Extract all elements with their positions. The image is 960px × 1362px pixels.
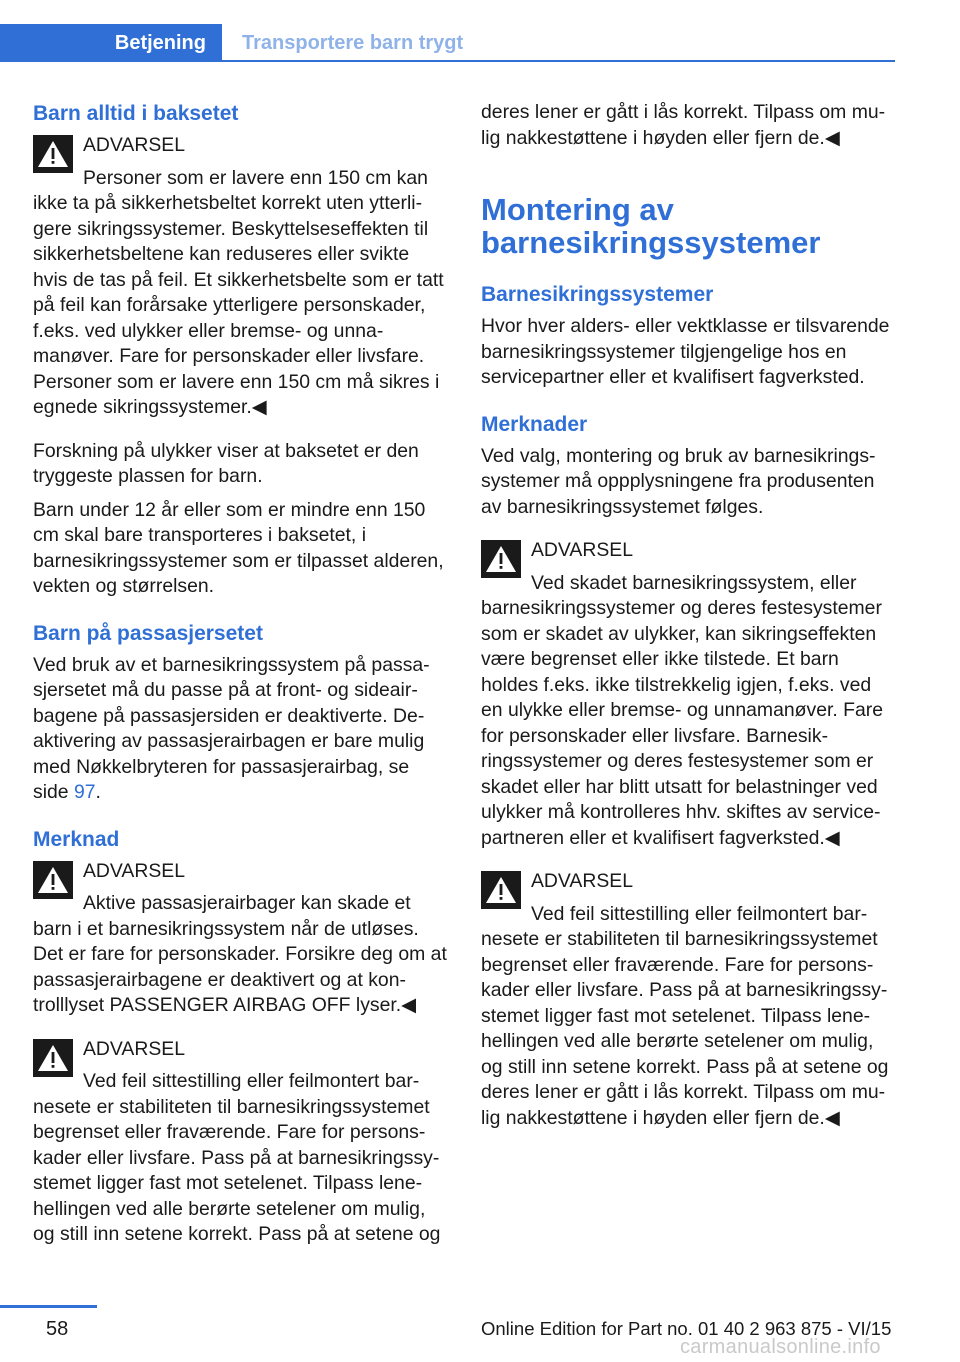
warning-block-2	[33, 859, 449, 1019]
warning-triangle-icon	[481, 871, 521, 909]
warning-label: ADVARSEL	[83, 1037, 186, 1060]
heading-barn-alltid-i-baksetet: Barn alltid i baksetet	[33, 102, 239, 125]
warning-block-1	[33, 133, 449, 421]
page-link-97[interactable]: 97	[73, 781, 96, 803]
warning-triangle-icon	[481, 540, 521, 578]
paragraph-forskning: Forskning på ulykker viser at baksetet er den tryggeste plassen for barn.	[33, 439, 419, 487]
warning-triangle-icon	[33, 1039, 73, 1077]
warning-label: ADVARSEL	[83, 134, 186, 156]
header-rule	[0, 60, 895, 62]
warning-label: ADVARSEL	[83, 859, 186, 882]
tab-transportere-barn-trygt: Transportere barn trygt	[242, 31, 464, 54]
page-number: 58	[46, 1318, 69, 1340]
warning-text: Personer som er lavere enn 150 cm kan ikke ta på sikkerhetsbeltet korrekt uten ytterligere sikringssystemer. Beskyttelseseffekten til sikkerhetsbeltene kan reduseres eller svikte hvis de tas på feil. Et sikkerhetsbelte som er tatt på feil kan forårsake ytterligere personskader, f.eks. ved ulykker eller bremse- og unnamanøver. Fare for personskader eller livsfare. Personer som er lavere enn 150 cm må sikres i egnede sikringssystemer.◀	[33, 166, 444, 418]
warning-text: Ved feil sittestilling eller feilmontert barnesete er stabiliteten til barnesikringssystemet begrenset eller fraværende. Fare for personskader eller livsfare. Pass på at barnesikringssystemet ligger fast mot setelenet. Tilpass lenehellingen ved alle berørte setelener om mulig, og still inn setene korrekt. Pass på at setene og deres lener er gått i lås korrekt. Tilpass om mulig nakkestøttene i høyden eller fjern de.◀	[481, 902, 889, 1129]
paragraph-continued-warning: deres lener er gått i lås korrekt. Tilpass om mulig nakkestøttene i høyden eller fjern de.◀	[481, 101, 886, 149]
heading-merknad: Merknad	[33, 827, 120, 851]
warning-text: Ved feil sittestilling eller feilmontert barnesete er stabiliteten til barnesikringssystemet begrenset eller fraværende. Fare for personskader eller livsfare. Pass på at barnesikringssystemet ligger fast mot setelenet. Tilpass lenehellingen ved alle berørte setelener om mulig, og still inn setene korrekt. Pass på at setene og	[33, 1070, 441, 1245]
warning-label: ADVARSEL	[531, 539, 634, 561]
paragraph-passasjersetet	[33, 653, 449, 806]
heading-merknader: Merknader	[481, 412, 588, 436]
paragraph-passasjersetet-text: Ved bruk av et barnesikringssystem på passasjersetet må du passe på at front- og sideairbagene på passasjersiden er deaktiverte. Deaktivering av passasjerairbagen er bare mulig med Nøkkelbryteren for passasjerairbag, se side	[33, 653, 430, 803]
paragraph-end-punct: .	[95, 781, 101, 803]
warning-text: Ved skadet barnesikringssystem, eller barnesikringssystemer og deres festesystemer som er skadet av ulykker, kan sikringseffekten være begrenset eller ikke tilstede. Et barn holdes f.eks. ikke tilstrekkelig igjen, f.eks. ved en ulykke eller bremse- og unnamanøver. Fare for personskader eller livsfare. Barnesikringssystemer og deres festesystemer som er skadet eller har blitt utsatt for belastninger ved ulykker må kontrolleres hhv. skiftes av servicepartneren eller et kvalifisert fagverksted.◀	[481, 571, 884, 849]
heading-montering-av-barnesikringssystemer: Montering av barnesikringssystemer	[481, 192, 821, 260]
warning-triangle-icon	[33, 861, 73, 899]
warning-label: ADVARSEL	[531, 870, 634, 892]
warning-block-4	[481, 538, 897, 851]
watermark: carmanualsonline.info	[680, 1336, 881, 1358]
warning-block-3	[33, 1037, 449, 1248]
heading-barn-pa-passasjersetet: Barn på passasjersetet	[33, 621, 263, 645]
warning-block-5	[481, 869, 897, 1131]
footer-rule	[0, 1305, 97, 1308]
left-column	[33, 100, 449, 1266]
edition-text: Online Edition for Part no. 01 40 2 963 875 - VI/15	[481, 1318, 892, 1339]
heading-barnesikringssystemer: Barnesikringssystemer	[481, 283, 714, 306]
paragraph-barn-under-12: Barn under 12 år eller som er mindre enn 150 cm skal bare transporteres i baksetet, i barnesikringssystemer som er tilpasset alderen, vekten og størrelsen.	[33, 498, 444, 597]
right-column	[481, 100, 897, 1149]
warning-triangle-icon	[33, 135, 73, 173]
paragraph-merknader: Ved valg, montering og bruk av barnesikringssystemer må oppplysningene fra produsenten av barnesikringssystemet følges.	[481, 444, 876, 518]
warning-text: Aktive passasjerairbager kan skade et barn i et barnesikringssystem når de utløses. Det er fare for personskader. Forsikre deg om at passasjerairbagene er deaktivert og at kontrolllyset PASSENGER AIRBAG OFF lyser.◀	[33, 892, 447, 1016]
tab-betjening: Betjening	[0, 24, 222, 62]
paragraph-barnesikringssystemer: Hvor hver alders- eller vektklasse er tilsvarende barnesikringssystemer tilgjengelige hos en servicepartner eller et kvalifisert fagverksted.	[481, 315, 890, 388]
